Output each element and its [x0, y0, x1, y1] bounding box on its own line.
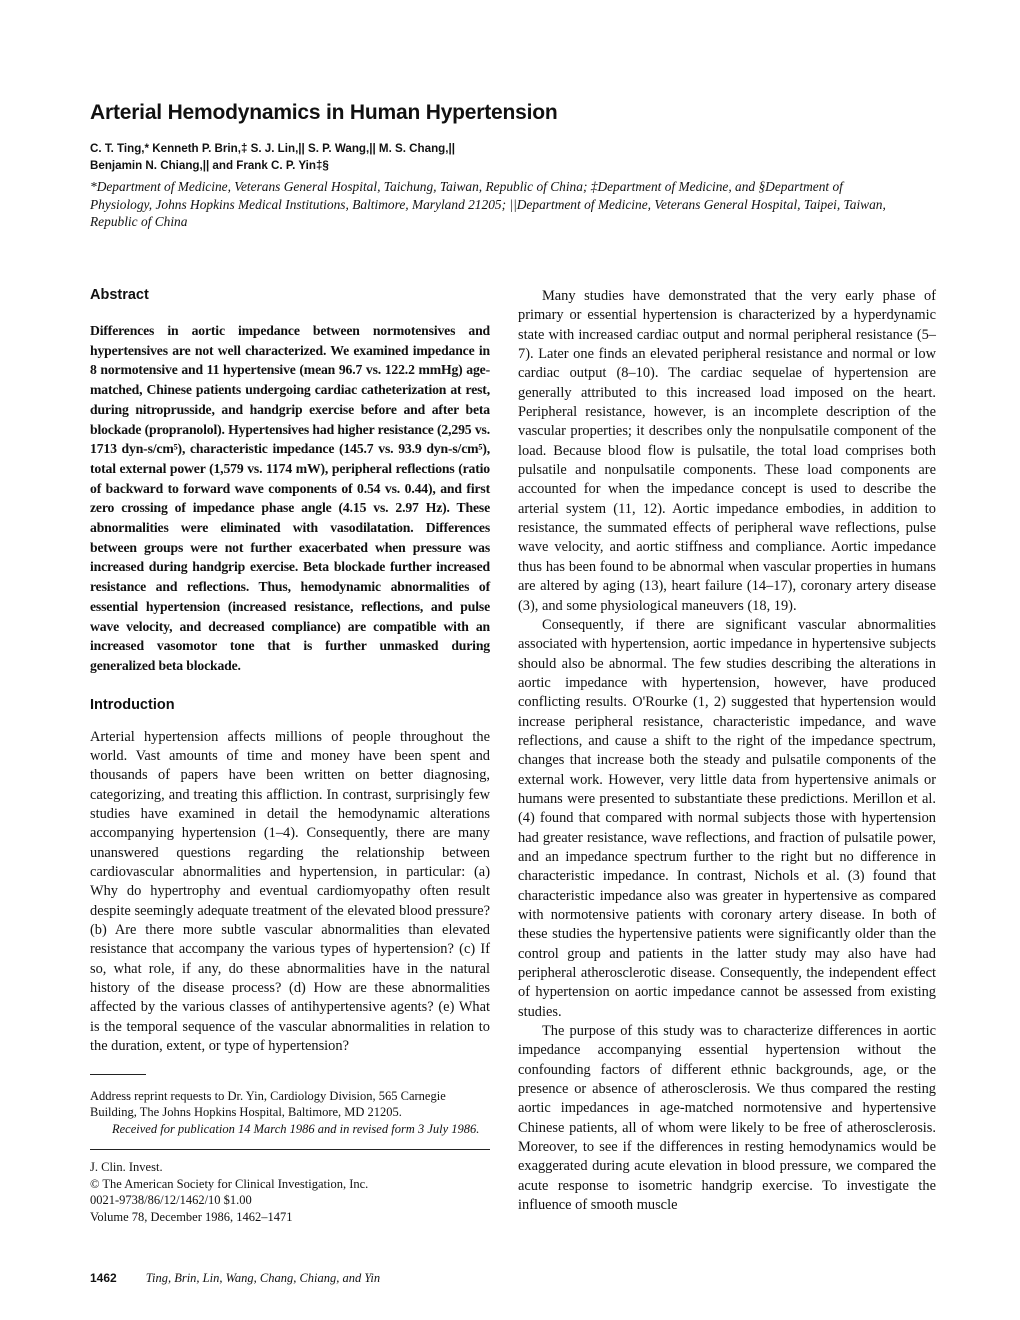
correspondence-footnote	[90, 1088, 490, 1138]
paragraph-prior-studies: Many studies have demonstrated that the very early phase of primary or essential hypertension is characterized by a hyperdynamic state with increased cardiac output and normal peripheral resistance (5–7). Later one finds an elevated peripheral resistance and normal or low cardiac output (8–10). The cardiac sequelae of hypertension are generally attributed to this increased load imposed on the heart. Peripheral resistance, however, is an incomplete description of the vascular properties; it describes only the nonpulsatile component of the load. Because blood flow is pulsatile, the total load comprises both pulsatile and nonpulsatile components. These load components are accounted for when the impedance concept is used to describe the arterial system (11, 12). Aortic impedance embodies, in addition to resistance, the summated effects of peripheral wave reflections, pulse wave velocity, and aortic stiffness and compliance. Aortic impedance thus has been found to be abnormal when vascular properties in humans are altered by aging (13), heart failure (14–17), coronary artery disease (3), and some physiological maneuvers (18, 19).	[518, 288, 936, 614]
reprint-address: Address reprint requests to Dr. Yin, Cardiology Division, 565 Carnegie Building, The Johns Hopkins Hospital, Baltimore, MD 21205.	[90, 1088, 446, 1119]
left-column	[90, 287, 490, 1225]
journal-info-divider	[90, 1149, 490, 1150]
paragraph-study-purpose: The purpose of this study was to characterize differences in aortic impedance accompanying essential hypertension without the confounding factors of different ethnic backgrounds, age, or the presence or absence of atherosclerosis. We thus compared the resting aortic impedances in age-matched normotensive and hypertensive Chinese patients, all of whom were likely to be free of atherosclerosis. Moreover, to see if the differences in resting hemodynamics would be exaggerated during acute elevation in blood pressure, we compared the acute response to isometric handgrip exercise. To investigate the influence of smooth muscle	[518, 1023, 936, 1214]
article-title: Arterial Hemodynamics in Human Hypertension	[90, 101, 558, 124]
introduction-heading: Introduction	[90, 696, 175, 713]
journal-info	[90, 1159, 490, 1225]
author-line-2: Benjamin N. Chiang,|| and Frank C. P. Yin‡§	[90, 159, 329, 172]
copyright-line: © The American Society for Clinical Investigation, Inc.	[90, 1176, 369, 1191]
received-date: Received for publication 14 March 1986 and in revised form 3 July 1986.	[112, 1121, 480, 1136]
running-authors: Ting, Brin, Lin, Wang, Chang, Chiang, and Yin	[145, 1271, 381, 1285]
abstract-text: Differences in aortic impedance between normotensives and hypertensives are not well characterized. We examined impedance in 8 normotensive and 11 hypertensive (mean 96.7 vs. 122.2 mmHg) age-matched, Chinese patients undergoing cardiac catheterization at rest, during nitroprusside, and handgrip exercise before and after beta blockade (propranolol). Hypertensives had higher resistance (2,295 vs. 1713 dyn-s/cm⁵), characteristic impedance (145.7 vs. 93.9 dyn-s/cm⁵), total external power (1,579 vs. 1174 mW), peripheral reflections (ratio of backward to forward wave components of 0.54 vs. 0.44), and first zero crossing of impedance phase angle (4.15 vs. 2.97 Hz). These abnormalities were eliminated with vasodilatation. Differences between groups were not further exacerbated when pressure was increased during handgrip exercise. Beta blockade further increased resistance and reflections. Thus, hemodynamic abnormalities of essential hypertension (increased resistance, reflections, and pulse wave velocity, and decreased compliance) are compatible with an increased vasomotor tone that is further unmasked during generalized beta blockade.	[90, 323, 490, 673]
page-number: 1462	[90, 1271, 117, 1285]
right-column	[518, 287, 936, 1216]
author-list	[90, 140, 790, 174]
author-line-1: C. T. Ting,* Kenneth P. Brin,‡ S. J. Lin,|| S. P. Wang,|| M. S. Chang,||	[90, 142, 455, 155]
page-footer	[90, 1271, 380, 1286]
volume-line: Volume 78, December 1986, 1462–1471	[90, 1209, 293, 1224]
journal-abbrev: J. Clin. Invest.	[90, 1160, 163, 1174]
abstract-heading: Abstract	[90, 287, 149, 303]
footnote-divider	[90, 1074, 146, 1075]
paragraph-conflicting-results: Consequently, if there are significant vascular abnormalities associated with hypertension, aortic impedance in hypertensive subjects should also be abnormal. The few studies describing the alterations in aortic impedance with hypertension, however, have produced conflicting results. O'Rourke (1, 2) suggested that hypertension would increase peripheral resistance, characteristic impedance, and wave reflections, and cause a shift to the right of the impedance spectrum, changes that increase both the steady and pulsatile components of the external work. However, very little data from hypertensive animals or humans were presented to substantiate these predictions. Merillon et al. (4) found that compared with normal subjects those with hypertension had greater resistance, wave reflections, and fraction of pulsatile power, and an impedance spectrum further to the right but no difference in characteristic impedance. In contrast, Nichols et al. (3) found that characteristic impedance also was greater in hypertensive as compared with normotensive patients with coronary artery disease. In both of these studies the hypertensive patients were significantly older than the control group and patients in the latter study may also have had peripheral atherosclerotic disease. Consequently, the independent effect of hypertension on aortic impedance cannot be assessed from existing studies.	[518, 616, 936, 1020]
affiliations: *Department of Medicine, Veterans General Hospital, Taichung, Taiwan, Republic of China; ‡Department of Medicine, and §Department of Physiology, Johns Hopkins Medical Institutions, Baltimore, Maryland 21205; ||Department of Medicine, Veterans General Hospital, Taipei, Taiwan, Republic of China	[90, 179, 886, 229]
introduction-text: Arterial hypertension affects millions of people throughout the world. Vast amounts of time and money have been spent and thousands of papers have been written on better diagnosing, categorizing, and treating this affliction. In contrast, surprisingly few studies have examined in detail the hemodynamic alterations accompanying hypertension (1–4). Consequently, there are many unanswered questions regarding the relationship between cardiovascular abnormalities and hypertension, in particular: (a) Why do hypertrophy and eventual cardiomyopathy often result despite seemingly adequate treatment of the elevated blood pressure? (b) Are there more subtle vascular abnormalities than elevated resistance that accompany the various types of hypertension? (c) If so, what role, if any, do these abnormalities have in the natural history of the disease process? (d) How are these abnormalities affected by the various classes of antihypertensive agents? (e) What is the temporal sequence of the vascular abnormalities in relation to the duration, extent, or type of hypertension?	[90, 728, 490, 1055]
issn-line: 0021-9738/86/12/1462/10 $1.00	[90, 1193, 252, 1207]
